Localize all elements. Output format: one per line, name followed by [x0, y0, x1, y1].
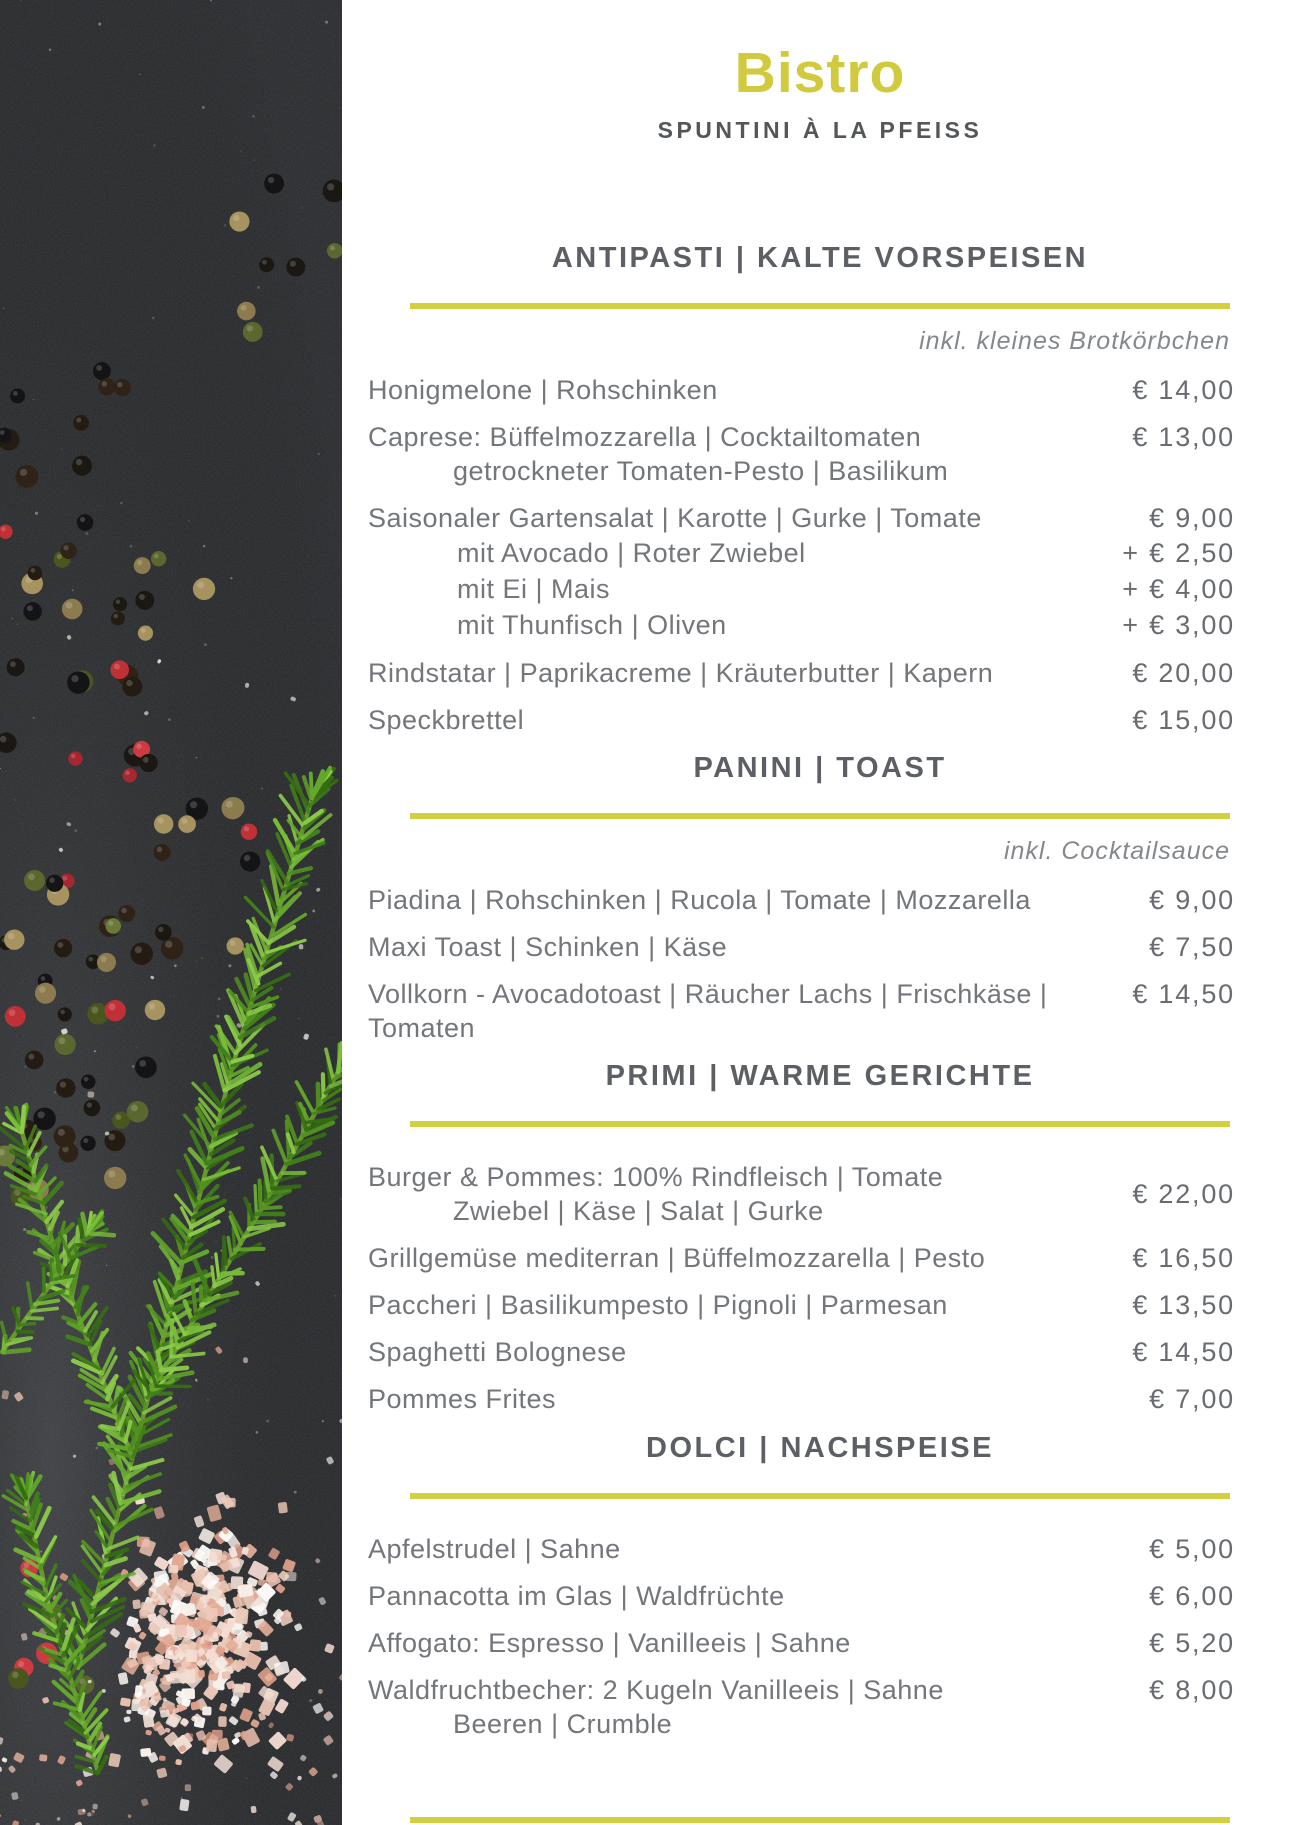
menu-item	[368, 883, 1235, 917]
menu-item-line: Burger & Pommes: 100% Rindfleisch | Tomate	[368, 1162, 944, 1192]
menu-item-name	[368, 1288, 948, 1322]
addon-price: + € 4,00	[1122, 574, 1235, 604]
section-items	[368, 1532, 1235, 1741]
brand-block	[410, 40, 1230, 144]
menu-item	[368, 501, 1235, 643]
menu-item-main-row	[368, 977, 1235, 1045]
menu-item-main-row	[368, 420, 1235, 488]
menu-item	[368, 373, 1235, 407]
menu-item-addon-row	[368, 572, 1235, 607]
menu-item-addon-row	[368, 608, 1235, 643]
menu-item-main-row	[368, 1532, 1235, 1566]
spice-photo-illustration	[0, 0, 342, 1825]
section-note: inkl. Cocktailsauce	[1003, 837, 1230, 865]
menu-item-name	[368, 1673, 944, 1741]
menu-item-price: € 14,50	[1132, 979, 1235, 1009]
menu-item-price: € 5,20	[1149, 1628, 1235, 1658]
menu-item-main-row	[368, 930, 1235, 964]
addon-price: + € 2,50	[1122, 538, 1235, 568]
menu-section	[368, 240, 1235, 737]
menu-section	[368, 1430, 1235, 1741]
restaurant-title: Bistro	[734, 41, 906, 105]
section-items	[368, 883, 1235, 1045]
section-items	[368, 1160, 1235, 1416]
menu-panel	[342, 0, 1290, 1825]
section-title: DOLCI | NACHSPEISE	[646, 1432, 994, 1464]
menu-item	[368, 1532, 1235, 1566]
section-title: ANTIPASTI | KALTE VORSPEISEN	[551, 242, 1089, 274]
menu-item-line: Apfelstrudel | Sahne	[368, 1534, 621, 1564]
menu-item-name	[368, 501, 982, 535]
menu-item	[368, 1382, 1235, 1416]
menu-item	[368, 1673, 1235, 1741]
menu-item-name	[368, 1382, 556, 1416]
menu-item-main-row	[368, 1626, 1235, 1660]
menu-item-line: Pommes Frites	[368, 1384, 557, 1414]
menu-item	[368, 930, 1235, 964]
menu-item-price: € 13,00	[1132, 422, 1235, 452]
menu-item-price: € 15,00	[1132, 705, 1235, 735]
section-title: PRIMI | WARME GERICHTE	[605, 1060, 1035, 1092]
section-title: PANINI | TOAST	[693, 752, 947, 784]
section-items	[368, 373, 1235, 737]
menu-item-name	[368, 883, 1031, 917]
menu-item-price: € 7,50	[1149, 932, 1235, 962]
menu-section	[368, 750, 1235, 1045]
menu-item-line: Vollkorn - Avocadotoast | Räucher Lachs | Frischkäse |	[368, 979, 1048, 1009]
menu-item-main-row	[368, 883, 1235, 917]
menu-item-main-row	[368, 656, 1235, 690]
menu-item-line: Saisonaler Gartensalat | Karotte | Gurke | Tomate	[368, 503, 982, 533]
menu-item-price: € 13,50	[1132, 1290, 1235, 1320]
menu-item-line: Rindstatar | Paprikacreme | Kräuterbutter | Kapern	[368, 658, 994, 688]
menu-item-line: Maxi Toast | Schinken | Käse	[368, 932, 728, 962]
menu-item	[368, 420, 1235, 488]
addon-label: mit Avocado | Roter Zwiebel	[457, 538, 806, 568]
menu-item-name	[368, 656, 993, 690]
menu-item-main-row	[368, 501, 1235, 535]
section-divider	[410, 1121, 1230, 1127]
menu-item	[368, 656, 1235, 690]
menu-item-price: € 20,00	[1132, 658, 1235, 688]
menu-item	[368, 1335, 1235, 1369]
section-divider	[410, 303, 1230, 309]
menu-item-line: Paccheri | Basilikumpesto | Pignoli | Parmesan	[368, 1290, 948, 1320]
menu-item-line: Pannacotta im Glas | Waldfrüchte	[368, 1581, 785, 1611]
menu-item-line: getrockneter Tomaten-Pesto | Basilikum	[453, 456, 949, 486]
menu-item-addon-row	[368, 536, 1235, 571]
menu-item-name	[368, 420, 948, 488]
menu-item-line: Piadina | Rohschinken | Rucola | Tomate | Mozzarella	[368, 885, 1031, 915]
menu-item-line: Caprese: Büffelmozzarella | Cocktailtomaten	[368, 422, 922, 452]
menu-item-price: € 16,50	[1132, 1243, 1235, 1273]
menu-item-main-row	[368, 1288, 1235, 1322]
menu-item-main-row	[368, 1335, 1235, 1369]
menu-item-main-row	[368, 1160, 1235, 1228]
menu-item-line: Honigmelone | Rohschinken	[368, 375, 718, 405]
spice-board-photo	[0, 0, 342, 1825]
menu-item-main-row	[368, 373, 1235, 407]
restaurant-subtitle: SPUNTINI À LA PFEISS	[657, 117, 983, 143]
menu-item-line: Beeren | Crumble	[453, 1709, 673, 1739]
menu-item-line: Grillgemüse mediterran | Büffelmozzarella | Pesto	[368, 1243, 986, 1273]
menu-item-name	[368, 703, 524, 737]
menu-item-price: € 5,00	[1149, 1534, 1235, 1564]
menu-item-line: Tomaten	[368, 1013, 476, 1043]
addon-price: + € 3,00	[1122, 610, 1235, 640]
menu-item-price: € 9,00	[1149, 503, 1235, 533]
menu-item-price: € 9,00	[1149, 885, 1235, 915]
menu-item-name	[368, 373, 718, 407]
menu-item-line: Spaghetti Bolognese	[368, 1337, 627, 1367]
menu-item	[368, 1241, 1235, 1275]
menu-item-name	[368, 1579, 785, 1613]
menu-item-main-row	[368, 1241, 1235, 1275]
menu-item	[368, 977, 1235, 1045]
menu-item-price: € 22,00	[1132, 1179, 1235, 1209]
section-note: inkl. kleines Brotkörbchen	[919, 327, 1230, 355]
addon-label: mit Ei | Mais	[457, 574, 611, 604]
menu-item-name	[368, 930, 727, 964]
menu-item-name	[368, 977, 1047, 1045]
menu-item	[368, 703, 1235, 737]
section-head	[410, 1430, 1230, 1499]
menu-item-main-row	[368, 703, 1235, 737]
section-divider	[410, 813, 1230, 819]
menu-item-line: Affogato: Espresso | Vanilleeis | Sahne	[368, 1628, 851, 1658]
menu-item-price: € 6,00	[1149, 1581, 1235, 1611]
menu-item	[368, 1160, 1235, 1228]
section-head	[410, 240, 1230, 357]
section-divider	[410, 1493, 1230, 1499]
menu-item-line: Speckbrettel	[368, 705, 525, 735]
menu-item-price: € 14,00	[1132, 375, 1235, 405]
menu-item-name	[368, 1160, 943, 1228]
addon-label: mit Thunfisch | Oliven	[457, 610, 727, 640]
section-head	[410, 750, 1230, 867]
menu-item-line: Waldfruchtbecher: 2 Kugeln Vanilleeis | Sahne	[368, 1675, 944, 1705]
menu-item-price: € 7,00	[1149, 1384, 1235, 1414]
menu-item-name	[368, 1335, 627, 1369]
menu-item-main-row	[368, 1382, 1235, 1416]
menu-item-name	[368, 1626, 851, 1660]
menu-item-main-row	[368, 1579, 1235, 1613]
menu-item	[368, 1626, 1235, 1660]
menu-item-name	[368, 1241, 985, 1275]
menu-item-price: € 8,00	[1149, 1675, 1235, 1705]
menu-item	[368, 1288, 1235, 1322]
menu-item-price: € 14,50	[1132, 1337, 1235, 1367]
menu-item-main-row	[368, 1673, 1235, 1741]
menu-sections	[368, 240, 1235, 1741]
bottom-divider	[410, 1817, 1230, 1823]
menu-item-name	[368, 1532, 621, 1566]
section-head	[410, 1058, 1230, 1127]
menu-item-line: Zwiebel | Käse | Salat | Gurke	[453, 1196, 824, 1226]
menu-section	[368, 1058, 1235, 1416]
menu-item	[368, 1579, 1235, 1613]
